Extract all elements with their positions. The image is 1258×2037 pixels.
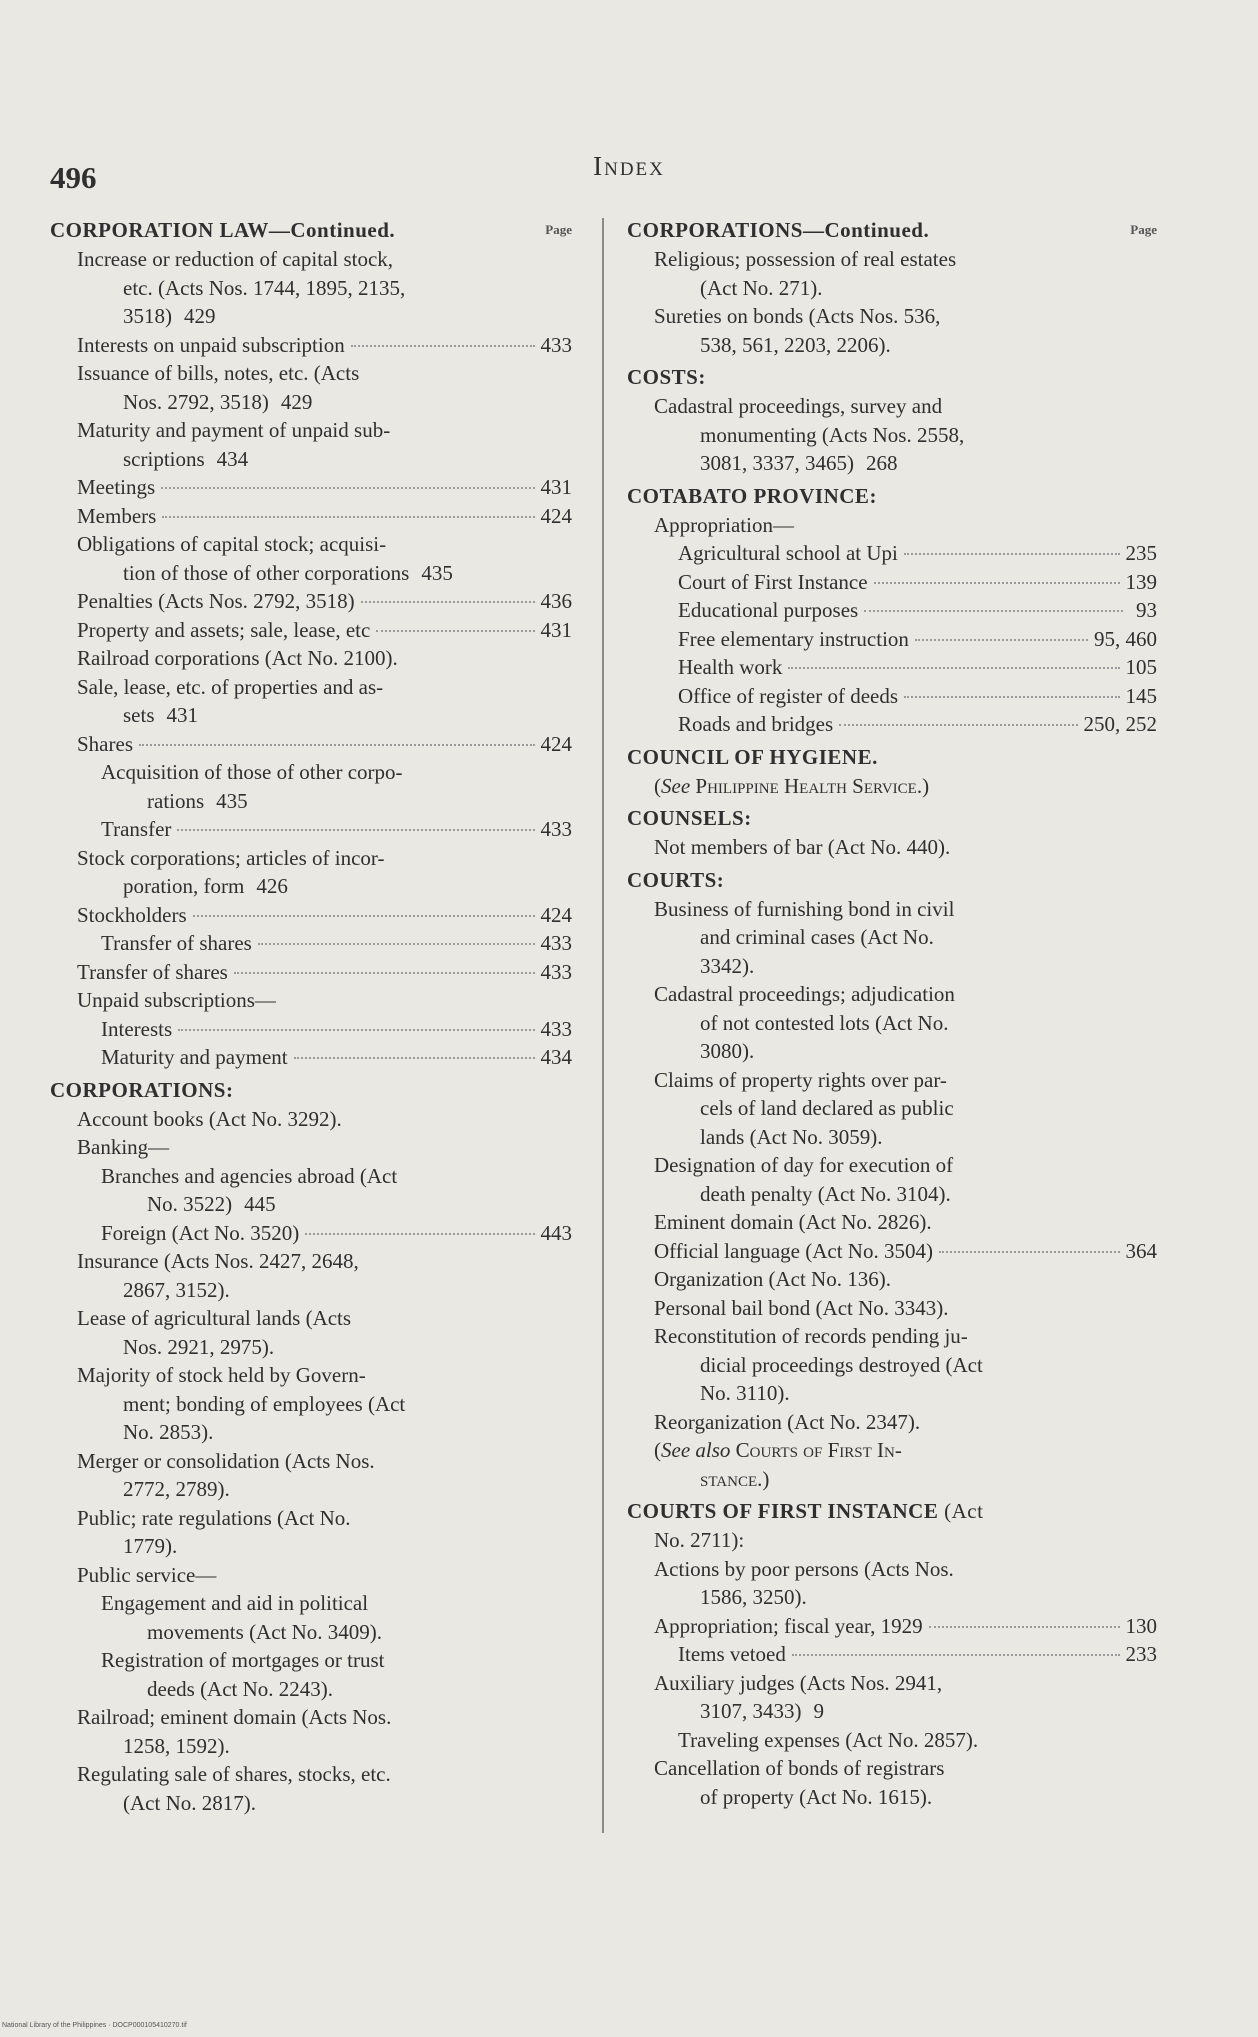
index-subentry: Transfer 433: [50, 815, 572, 844]
index-entry: Account books (Act No. 3292).: [77, 1106, 342, 1131]
page-ref: 95, 460: [1094, 626, 1157, 651]
index-entry: Meetings 431: [50, 473, 572, 502]
index-subentry: Acquisition of those of other corpo- rations 435: [101, 760, 403, 813]
index-entry: Organization (Act No. 136).: [654, 1267, 891, 1291]
index-entry: Majority of stock held by Govern- ment; bonding of employees (Act No. 2853).: [77, 1363, 406, 1444]
page-ref: 434: [216, 446, 249, 471]
page-ref: 130: [1125, 1613, 1157, 1638]
cross-reference: (See also Courts of First In- stance.): [654, 1438, 902, 1491]
page-ref: 429: [184, 304, 216, 328]
index-entry: Maturity and payment of unpaid sub- scriptions 434: [77, 418, 391, 471]
index-subentry: Branches and agencies abroad (Act No. 3522) 445: [101, 1163, 398, 1216]
index-entry: Transfer of shares 433: [50, 958, 572, 987]
page-ref: 429: [280, 389, 313, 414]
page-ref: 424: [540, 731, 572, 756]
index-entry: Regulating sale of shares, stocks, etc. (Act No. 2817).: [77, 1762, 391, 1815]
page-ref: 436: [540, 589, 572, 613]
index-entry: Cadastral proceedings; adjudication of not contested lots (Act No. 3080).: [654, 982, 955, 1063]
page-ref: 364: [1125, 1238, 1157, 1263]
page-ref: 435: [216, 788, 248, 813]
column-divider: [602, 218, 604, 1833]
index-subentry: Agricultural school at Upi 235: [627, 539, 1157, 568]
index-entry: Reconstitution of records pending ju- dicial proceedings destroyed (Act No. 3110).: [654, 1324, 983, 1405]
index-entry: Business of furnishing bond in civil and criminal cases (Act No. 3342).: [654, 896, 955, 978]
cross-reference: (See Philippine Health Service.): [654, 773, 930, 798]
page-ref: 424: [540, 902, 572, 927]
left-column: [50, 212, 572, 1817]
index-entry: Merger or consolidation (Acts Nos. 2772, 2789).: [77, 1448, 375, 1501]
index-entry: Eminent domain (Act No. 2826).: [654, 1210, 932, 1234]
running-head: Index: [593, 151, 665, 181]
index-entry: Property and assets; sale, lease, etc 431: [50, 616, 572, 645]
index-entry: Cadastral proceedings, survey and monumenting (Acts Nos. 2558, 3081, 3337, 3465) 268: [654, 394, 965, 475]
index-entry: Public service—: [77, 1562, 217, 1587]
index-entry: Sale, lease, etc. of properties and as- sets 431: [77, 674, 384, 727]
page-ref: 443: [540, 1220, 572, 1245]
heading-courts-of-first-instance: COURTS OF FIRST INSTANCE (Act: [627, 1499, 984, 1523]
index-entry: Not members of bar (Act No. 440).: [654, 835, 951, 859]
index-entry: Issuance of bills, notes, etc. (Acts Nos. 2792, 3518) 429: [77, 361, 360, 414]
index-subentry: Traveling expenses (Act No. 2857).: [678, 1727, 979, 1752]
index-entry: Actions by poor persons (Acts Nos. 1586, 3250).: [654, 1556, 954, 1609]
scan-footer: National Library of the Philippines · DOCP000105410270.tif: [2, 2022, 187, 2029]
index-entry: Public; rate regulations (Act No. 1779).: [77, 1505, 351, 1558]
page-ref: 433: [540, 1016, 572, 1041]
page-ref: 435: [421, 560, 453, 585]
page-ref: 433: [540, 817, 572, 841]
page-ref: 233: [1125, 1642, 1157, 1666]
index-subentry: Transfer of shares 433: [50, 929, 572, 958]
heading-courts: COURTS:: [627, 867, 725, 892]
index-subentry: Free elementary instruction 95, 460: [627, 625, 1157, 654]
page-number: 496: [50, 160, 97, 195]
index-subentry: Engagement and aid in political movements (Act No. 3409).: [101, 1591, 383, 1644]
index-entry: Unpaid subscriptions—: [77, 988, 276, 1012]
index-entry: Appropriation—: [654, 512, 794, 537]
index-entry: Reorganization (Act No. 2347).: [654, 1409, 921, 1434]
index-entry: Railroad; eminent domain (Acts Nos. 1258, 1592).: [77, 1705, 392, 1758]
page-ref: 268: [866, 451, 898, 475]
heading-cotabato-province: COTABATO PROVINCE:: [627, 483, 877, 508]
index-subentry: Items vetoed 233: [627, 1640, 1157, 1669]
index-subentry: Office of register of deeds 145: [627, 682, 1157, 711]
heading-counsels: COUNSELS:: [627, 806, 752, 830]
page-ref: 250, 252: [1083, 712, 1157, 736]
index-subentry: Court of First Instance 139: [627, 568, 1157, 597]
page-ref: 139: [1125, 569, 1157, 594]
page-ref: 433: [540, 332, 572, 357]
index-entry: Obligations of capital stock; acquisi- tion of those of other corporations 435: [77, 532, 453, 585]
heading-continuation: No. 2711):: [654, 1528, 745, 1552]
page-ref: 424: [540, 503, 572, 528]
heading-council-of-hygiene: COUNCIL OF HYGIENE.: [627, 744, 878, 769]
page-ref: 433: [540, 931, 572, 955]
page-ref: 445: [244, 1192, 276, 1216]
page-ref: 235: [1125, 541, 1157, 565]
page-ref: 9: [813, 1699, 824, 1723]
index-subentry: Health work 105: [627, 653, 1157, 682]
index-entry: Auxiliary judges (Acts Nos. 2941, 3107, 3433) 9: [654, 1670, 943, 1723]
index-entry: Official language (Act No. 3504) 364: [627, 1237, 1157, 1266]
index-entry: Banking—: [77, 1135, 170, 1159]
page-column-label: Page: [1130, 222, 1157, 237]
index-entry: Penalties (Acts Nos. 2792, 3518) 436: [50, 587, 572, 616]
index-entry: Claims of property rights over par- cels of land declared as public lands (Act No. 3059).: [654, 1067, 954, 1149]
index-entry: Insurance (Acts Nos. 2427, 2648, 2867, 3152).: [77, 1249, 359, 1302]
page-ref: 431: [540, 475, 572, 499]
page-ref: 431: [540, 617, 572, 642]
index-entry: Stock corporations; articles of incor- poration, form 426: [77, 845, 385, 898]
index-entry: Cancellation of bonds of registrars of property (Act No. 1615).: [654, 1756, 945, 1809]
page-ref: 434: [540, 1045, 572, 1069]
index-subentry: Registration of mortgages or trust deeds (Act No. 2243).: [101, 1648, 385, 1701]
index-subentry: Maturity and payment 434: [50, 1043, 572, 1072]
page-ref: 93: [1136, 598, 1157, 622]
page-ref: 426: [256, 874, 288, 898]
index-entry: Sureties on bonds (Acts Nos. 536, 538, 561, 2203, 2206).: [654, 304, 941, 357]
page-column-label: Page: [545, 222, 572, 237]
index-entry: Interests on unpaid subscription 433: [50, 331, 572, 360]
index-subentry: Interests 433: [50, 1015, 572, 1044]
index-entry: Shares 424: [50, 730, 572, 759]
index-subentry: Educational purposes 93: [627, 596, 1157, 625]
heading-costs: COSTS:: [627, 365, 706, 389]
index-entry: Stockholders 424: [50, 901, 572, 930]
page-ref: 431: [166, 703, 198, 727]
heading-corporations-continued: CORPORATIONS—Continued.: [627, 218, 930, 242]
index-entry: Designation of day for execution of death penalty (Act No. 3104).: [654, 1153, 954, 1206]
right-column: [627, 212, 1157, 1811]
page-ref: 433: [540, 959, 572, 984]
index-entry: Appropriation; fiscal year, 1929 130: [627, 1612, 1157, 1641]
index-entry: Railroad corporations (Act No. 2100).: [77, 646, 398, 670]
heading-corporation-law-continued: CORPORATION LAW—Continued.: [50, 218, 396, 242]
index-entry: Increase or reduction of capital stock, etc. (Acts Nos. 1744, 1895, 2135, 3518) 429: [77, 247, 406, 328]
index-entry: Members 424: [50, 502, 572, 531]
index-subentry: Roads and bridges 250, 252: [627, 710, 1157, 739]
heading-corporations: CORPORATIONS:: [50, 1077, 234, 1102]
page-ref: 105: [1125, 655, 1157, 679]
index-entry: Lease of agricultural lands (Acts Nos. 2921, 2975).: [77, 1306, 352, 1359]
index-subentry: Foreign (Act No. 3520) 443: [50, 1219, 572, 1248]
index-entry: Personal bail bond (Act No. 3343).: [654, 1295, 949, 1320]
page-ref: 145: [1125, 683, 1157, 708]
index-entry: Religious; possession of real estates (Act No. 271).: [654, 247, 957, 300]
